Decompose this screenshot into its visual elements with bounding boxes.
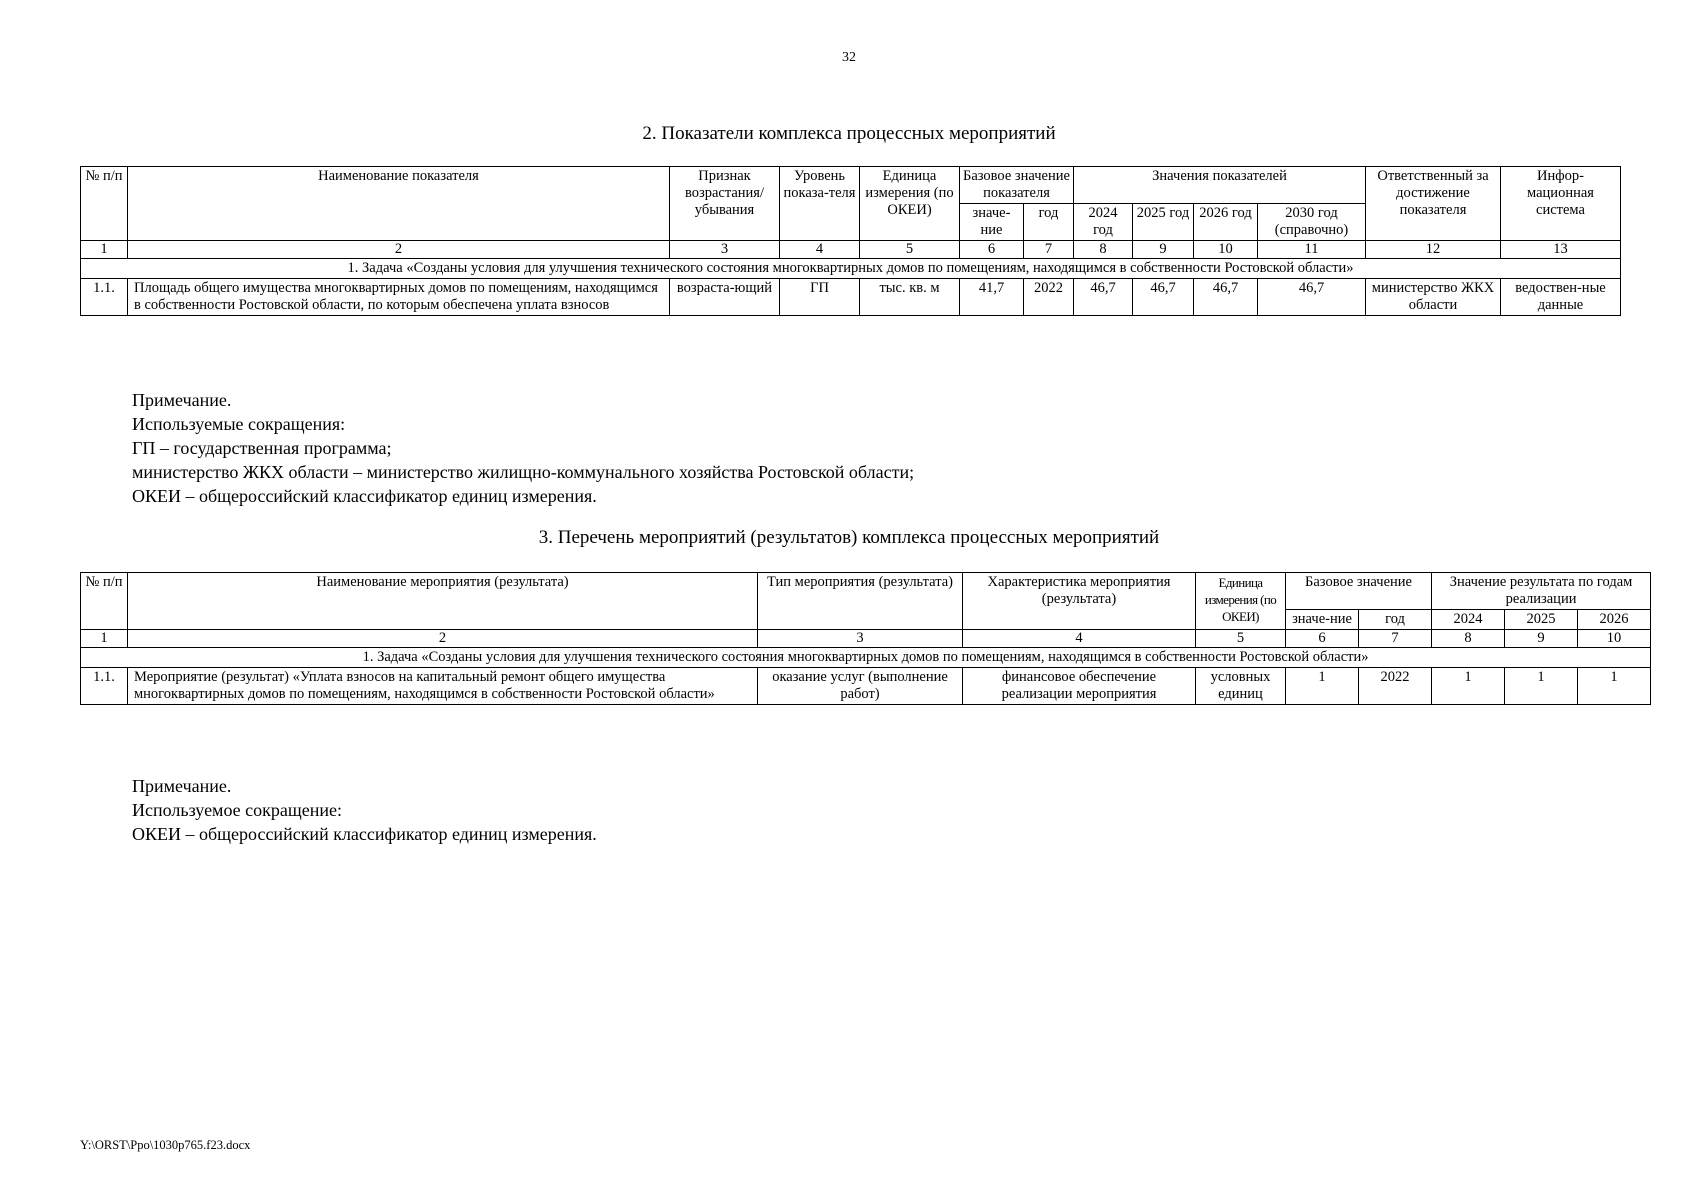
header-2026: 2026 год bbox=[1194, 204, 1258, 241]
task-row bbox=[81, 259, 1621, 279]
col-number: 9 bbox=[1133, 241, 1194, 259]
header-2024: 2024 год bbox=[1074, 204, 1133, 241]
row-2026: 46,7 bbox=[1194, 279, 1258, 316]
col-number: 3 bbox=[670, 241, 780, 259]
col-number: 10 bbox=[1194, 241, 1258, 259]
header-unit: Единица измерения (по ОКЕИ) bbox=[1196, 573, 1286, 630]
row-2024: 1 bbox=[1432, 668, 1505, 705]
col-number: 5 bbox=[860, 241, 960, 259]
row-2026: 1 bbox=[1578, 668, 1651, 705]
header-level: Уровень показа-теля bbox=[780, 167, 860, 241]
row-num: 1.1. bbox=[81, 279, 128, 316]
header-2025: 2025 bbox=[1505, 610, 1578, 630]
row-2025: 1 bbox=[1505, 668, 1578, 705]
header-base: Базовое значение bbox=[1286, 573, 1432, 610]
section-3-title: 3. Перечень мероприятий (результатов) комплекса процессных мероприятий bbox=[538, 527, 1160, 548]
page-number: 32 bbox=[842, 50, 856, 65]
row-base-value: 41,7 bbox=[960, 279, 1024, 316]
row-base-year: 2022 bbox=[1359, 668, 1432, 705]
note-line: министерство ЖКХ области – министерство жилищно-коммунального хозяйства Ростовской области; bbox=[132, 462, 915, 482]
row-sign: возраста-ющий bbox=[670, 279, 780, 316]
table-row bbox=[81, 668, 1651, 705]
header-characteristic: Характеристика мероприятия (результата) bbox=[963, 573, 1196, 630]
header-num: № п/п bbox=[81, 167, 128, 241]
header-base-value: значе-ние bbox=[1286, 610, 1359, 630]
note-line: Используемое сокращение: bbox=[132, 800, 342, 820]
activities-table bbox=[80, 572, 1651, 705]
col-number: 12 bbox=[1366, 241, 1501, 259]
row-responsible: министерство ЖКХ области bbox=[1366, 279, 1501, 316]
indicators-table bbox=[80, 166, 1621, 316]
col-number: 8 bbox=[1432, 630, 1505, 648]
col-number: 1 bbox=[81, 630, 128, 648]
header-unit: Единица измерения (по ОКЕИ) bbox=[860, 167, 960, 241]
notes-section-2 bbox=[132, 388, 914, 508]
note-line: ОКЕИ – общероссийский классификатор единиц измерения. bbox=[132, 824, 597, 844]
header-sign: Признак возрастания/ убывания bbox=[670, 167, 780, 241]
row-base-year: 2022 bbox=[1024, 279, 1074, 316]
note-line: Примечание. bbox=[132, 390, 232, 410]
note-line: Используемые сокращения: bbox=[132, 414, 346, 434]
col-number: 11 bbox=[1258, 241, 1366, 259]
row-2025: 46,7 bbox=[1133, 279, 1194, 316]
header-row bbox=[81, 167, 1621, 204]
row-name: Мероприятие (результат) «Уплата взносов на капитальный ремонт общего имущества многоквартирных домов по помещениям, находящимся в собственности Ростовской области» bbox=[128, 668, 758, 705]
notes-section-3 bbox=[132, 774, 597, 846]
header-name: Наименование мероприятия (результата) bbox=[128, 573, 758, 630]
table-row bbox=[81, 279, 1621, 316]
row-type: оказание услуг (выполнение работ) bbox=[758, 668, 963, 705]
col-number: 6 bbox=[1286, 630, 1359, 648]
note-line: ГП – государственная программа; bbox=[132, 438, 392, 458]
section-2-title: 2. Показатели комплекса процессных мероприятий bbox=[642, 123, 1056, 144]
col-number: 2 bbox=[128, 630, 758, 648]
task-row bbox=[81, 648, 1651, 668]
header-2026: 2026 bbox=[1578, 610, 1651, 630]
col-number: 1 bbox=[81, 241, 128, 259]
task-title: 1. Задача «Созданы условия для улучшения технического состояния многоквартирных домов по помещениям, находящимся в собственности Ростовской области» bbox=[81, 259, 1621, 279]
row-2024: 46,7 bbox=[1074, 279, 1133, 316]
note-line: Примечание. bbox=[132, 776, 232, 796]
file-path-footer: Y:\ORST\Ppo\1030p765.f23.docx bbox=[80, 1138, 251, 1152]
row-level: ГП bbox=[780, 279, 860, 316]
header-type: Тип мероприятия (результата) bbox=[758, 573, 963, 630]
header-base-year: год bbox=[1024, 204, 1074, 241]
note-line: ОКЕИ – общероссийский классификатор единиц измерения. bbox=[132, 486, 597, 506]
column-numbers-row bbox=[81, 630, 1651, 648]
row-base-value: 1 bbox=[1286, 668, 1359, 705]
column-numbers-row bbox=[81, 241, 1621, 259]
col-number: 10 bbox=[1578, 630, 1651, 648]
header-base-value: значе-ние bbox=[960, 204, 1024, 241]
col-number: 7 bbox=[1024, 241, 1074, 259]
col-number: 3 bbox=[758, 630, 963, 648]
col-number: 9 bbox=[1505, 630, 1578, 648]
header-name: Наименование показателя bbox=[128, 167, 670, 241]
row-num: 1.1. bbox=[81, 668, 128, 705]
row-info: ведоствен-ные данные bbox=[1501, 279, 1621, 316]
header-2024: 2024 bbox=[1432, 610, 1505, 630]
col-number: 5 bbox=[1196, 630, 1286, 648]
row-name: Площадь общего имущества многоквартирных домов по помещениям, находящимся в собственности Ростовской области, по которым обеспечена уплата взносов bbox=[128, 279, 670, 316]
row-unit: тыс. кв. м bbox=[860, 279, 960, 316]
header-base: Базовое значение показателя bbox=[960, 167, 1074, 204]
header-2030: 2030 год (справочно) bbox=[1258, 204, 1366, 241]
col-number: 4 bbox=[963, 630, 1196, 648]
col-number: 4 bbox=[780, 241, 860, 259]
row-characteristic: финансовое обеспечение реализации мероприятия bbox=[963, 668, 1196, 705]
header-row bbox=[81, 573, 1651, 610]
col-number: 13 bbox=[1501, 241, 1621, 259]
header-responsible: Ответственный за достижение показателя bbox=[1366, 167, 1501, 241]
task-title: 1. Задача «Созданы условия для улучшения технического состояния многоквартирных домов по помещениям, находящимся в собственности Ростовской области» bbox=[81, 648, 1651, 668]
header-2025: 2025 год bbox=[1133, 204, 1194, 241]
header-base-year: год bbox=[1359, 610, 1432, 630]
row-unit: условных единиц bbox=[1196, 668, 1286, 705]
header-values: Значения показателей bbox=[1074, 167, 1366, 204]
col-number: 6 bbox=[960, 241, 1024, 259]
row-2030: 46,7 bbox=[1258, 279, 1366, 316]
col-number: 7 bbox=[1359, 630, 1432, 648]
col-number: 2 bbox=[128, 241, 670, 259]
header-info: Инфор-мационная система bbox=[1501, 167, 1621, 241]
col-number: 8 bbox=[1074, 241, 1133, 259]
header-num: № п/п bbox=[81, 573, 128, 630]
header-result: Значение результата по годам реализации bbox=[1432, 573, 1651, 610]
